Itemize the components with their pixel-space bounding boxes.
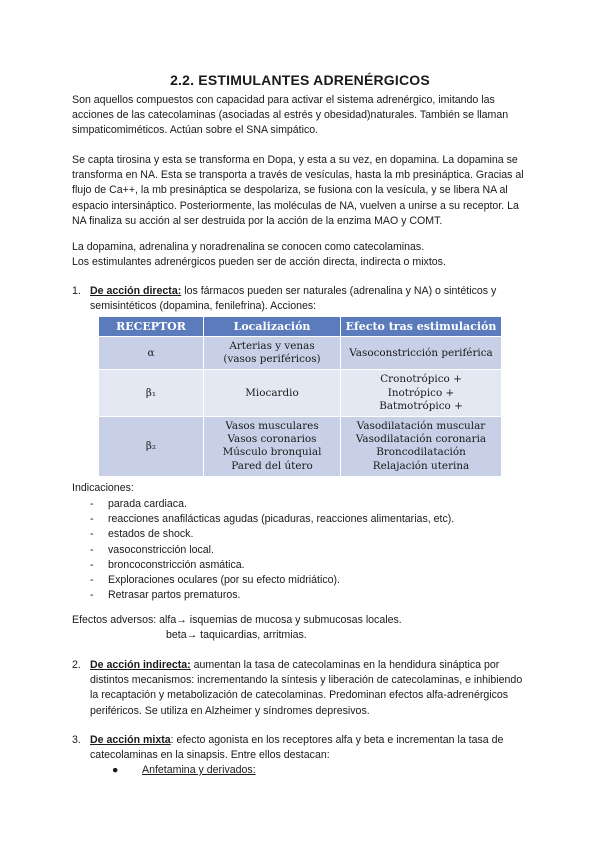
list-item: - Exploraciones oculares (por su efecto midriático). xyxy=(90,573,454,588)
table-row xyxy=(99,337,502,370)
list-number: 1. xyxy=(72,285,81,297)
cell-line: Arterias y venas xyxy=(229,340,315,352)
list-item-direct-action xyxy=(72,284,528,314)
receptor-table xyxy=(98,316,502,477)
list-item: - parada cardiaca. xyxy=(90,497,454,512)
list-item: - vasoconstricción local. xyxy=(90,543,454,558)
receptor-cell: β₂ xyxy=(99,417,204,477)
list-item: - estados de shock. xyxy=(90,527,454,542)
bullet-dot-icon: ● xyxy=(112,764,119,776)
cell-line: (vasos periféricos) xyxy=(223,353,321,366)
types-intro-paragraph: Los estimulantes adrenérgicos pueden ser de acción directa, indirecta o mixtos. xyxy=(72,256,446,268)
cell-line: Pared del útero xyxy=(231,459,313,472)
receptor-cell: β₁ xyxy=(99,370,204,417)
cell-line: Vasodilatación coronaria xyxy=(355,433,487,446)
localization-cell xyxy=(204,370,341,417)
cell-line: Vasodilatación muscular xyxy=(356,420,486,433)
catecholamines-paragraph: La dopamina, adrenalina y noradrenalina se conocen como catecolaminas. xyxy=(72,241,425,253)
cell-line: Miocardio xyxy=(245,386,299,399)
synthesis-paragraph: Se capta tirosina y esta se transforma en Dopa, y esta a su vez, en dopamina. La dopamina se transforma en NA. Esta se transporta a través de vesículas, hasta la mb presináptica. Gracias al flujo de Ca++, la mb presináptica se despolariza, se fusiona con la vesícula, y se libera NA al espacio intersináptico. Posteriormente, las moléculas de NA, vuelven a unirse a su receptor. La NA finaliza su acción al ser destruida por la acción de la enzima MAO y COMT. xyxy=(72,154,524,227)
adverse-effects-line2: beta→ taquicardias, arritmias. xyxy=(166,629,307,641)
mixed-action-label: De acción mixta xyxy=(90,734,171,746)
list-number: 3. xyxy=(72,734,81,746)
section-title: 2.2. ESTIMULANTES ADRENÉRGICOS xyxy=(170,72,430,88)
indirect-action-text: aumentan la tasa de catecolaminas en la hendidura sináptica por distintos mecanismos: incrementando la síntesis y liberación de catecolaminas, e inhibiendo la recaptación y metabolización de catecolaminas. Predominan efectos alfa-adrenérgicos periféricos. Se utiliza en Alzheimer y síndromes depresivos. xyxy=(90,659,523,717)
cell-line: Broncodilatación xyxy=(376,446,466,459)
cell-line: Músculo bronquial xyxy=(222,446,322,459)
mixed-action-text: : efecto agonista en los receptores alfa y beta e incrementan la tasa de catecolaminas en la sinapsis. Entre ellos destacan: xyxy=(90,734,504,762)
header-localization: Localización xyxy=(204,317,341,337)
list-item-indirect-action xyxy=(72,658,528,719)
effect-cell xyxy=(341,417,502,477)
list-item: - reacciones anafilácticas agudas (picaduras, reacciones alimentarias, etc). xyxy=(90,512,454,527)
localization-cell xyxy=(204,417,341,477)
header-effect: Efecto tras estimulación xyxy=(341,317,502,337)
cell-line: Vasoconstricción periférica xyxy=(349,346,493,359)
cell-line: Relajación uterina xyxy=(372,459,470,472)
cell-line: Inotrópico + xyxy=(387,386,455,399)
table-header-row xyxy=(99,317,502,337)
direct-action-label: De acción directa: xyxy=(90,285,182,297)
list-number: 2. xyxy=(72,659,81,671)
list-item: - Retrasar partos prematuros. xyxy=(90,588,454,603)
adverse-effects-line1: Efectos adversos: alfa→ isquemias de mucosa y submucosas locales. xyxy=(72,614,402,626)
amphetamine-label: Anfetamina y derivados: xyxy=(142,764,256,776)
indications-title: Indicaciones: xyxy=(72,482,134,494)
table-row xyxy=(99,417,502,477)
cell-line: Cronotrópico + xyxy=(380,373,462,386)
cell-line: Vasos coronarios xyxy=(227,433,317,446)
effect-cell xyxy=(341,370,502,417)
cell-line: Batmotrópico + xyxy=(379,399,463,412)
indications-list xyxy=(90,497,454,603)
indirect-action-label: De acción indirecta: xyxy=(90,659,191,671)
cell-line: Vasos musculares xyxy=(225,420,319,433)
intro-paragraph: Son aquellos compuestos con capacidad para activar el sistema adrenérgico, imitando las acciones de las catecolaminas (asociadas al estrés y obesidad)naturales. También se llaman simpaticomiméticos. Actúan sobre el SNA simpático. xyxy=(72,94,509,137)
effect-cell xyxy=(341,337,502,370)
table-row xyxy=(99,370,502,417)
list-item-mixed-action xyxy=(72,733,528,763)
localization-cell xyxy=(204,337,341,370)
receptor-cell: α xyxy=(99,337,204,370)
list-item: - broncoconstricción asmática. xyxy=(90,558,454,573)
direct-action-text: los fármacos pueden ser naturales (adrenalina y NA) o sintéticos y semisintéticos (dopamina, fenilefrina). Acciones: xyxy=(90,285,497,313)
header-receptor: RECEPTOR xyxy=(99,317,204,337)
